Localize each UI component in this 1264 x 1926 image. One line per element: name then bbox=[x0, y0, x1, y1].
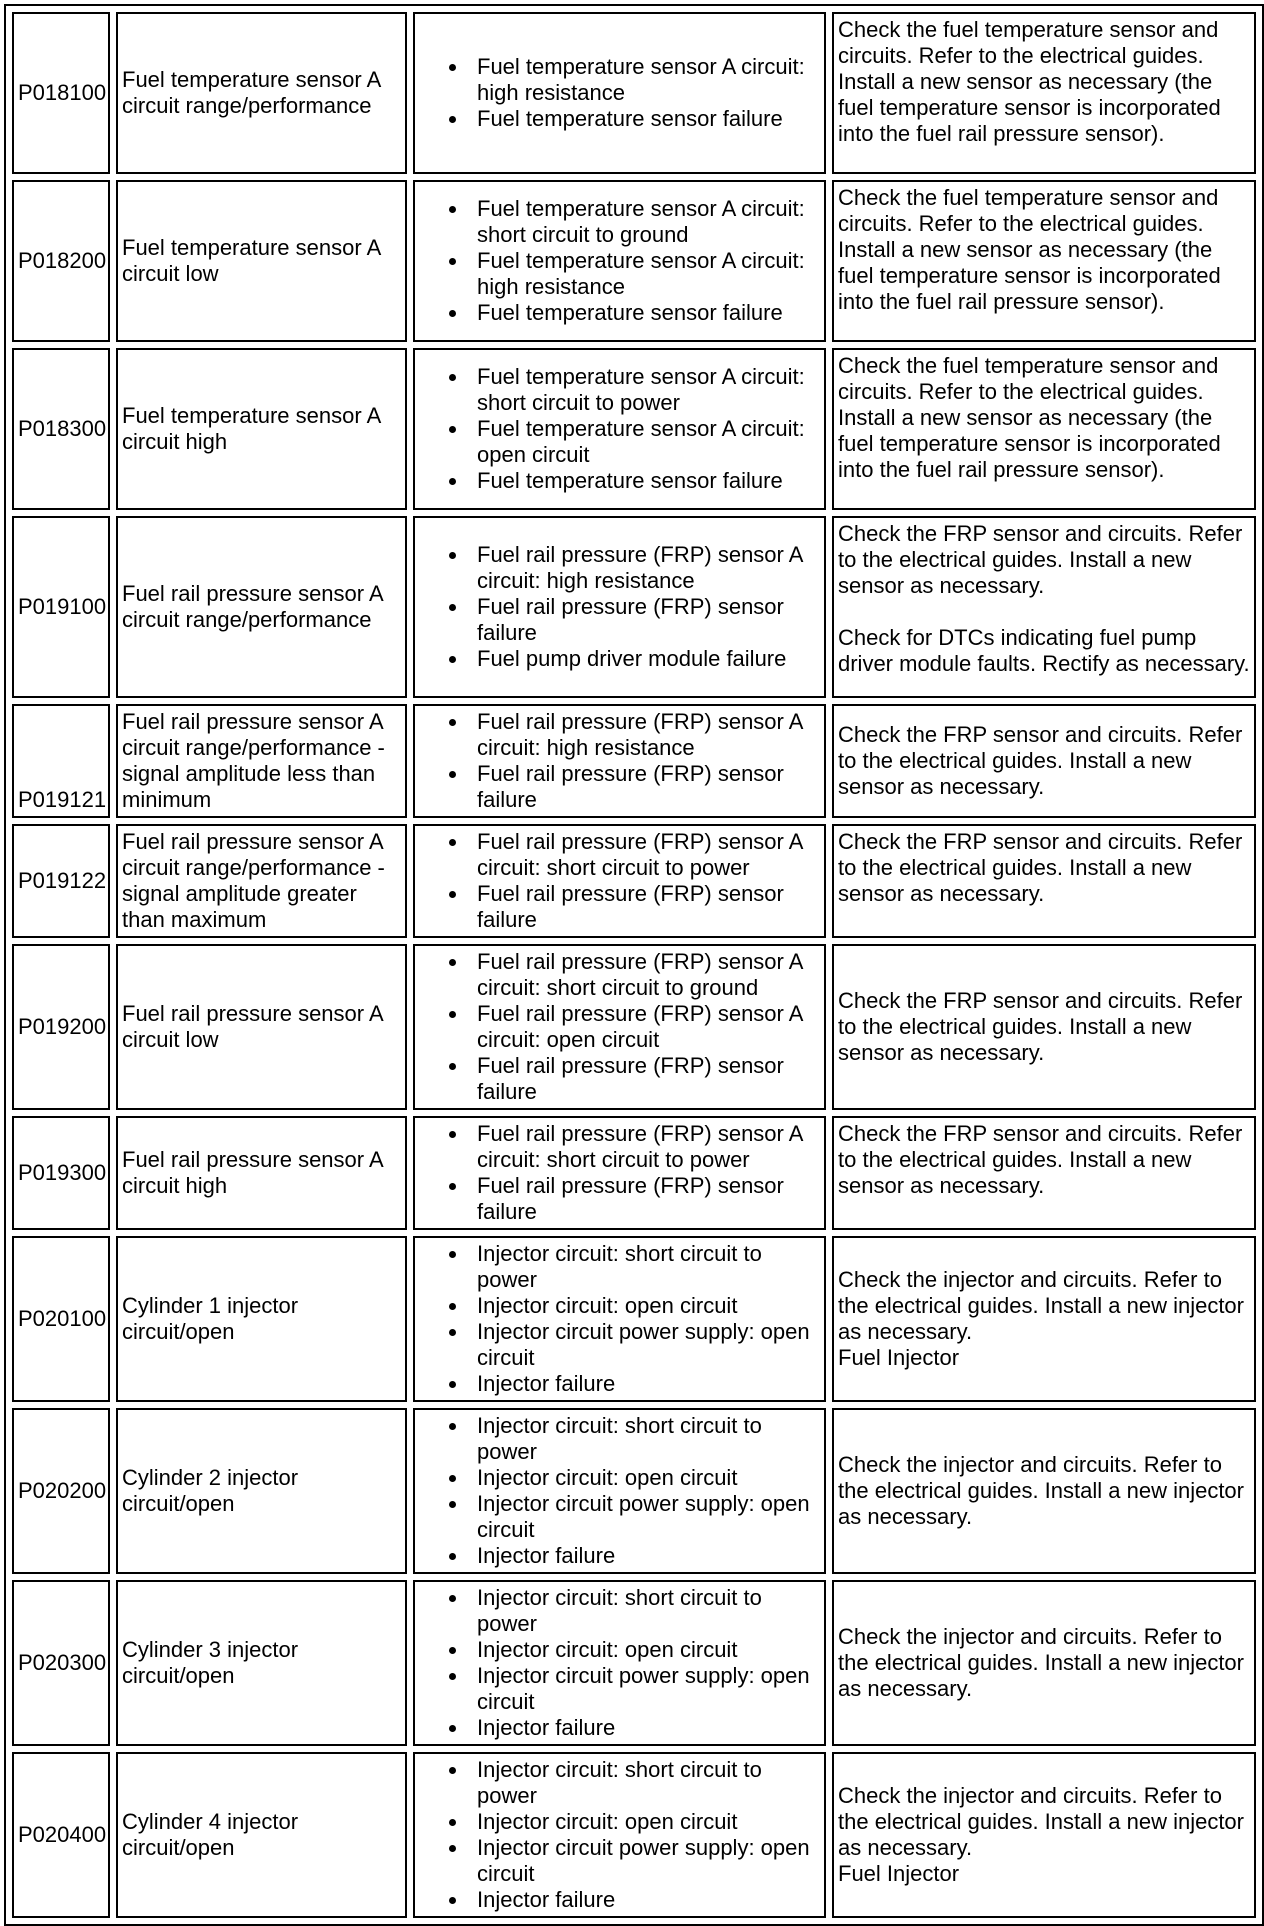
dtc-description: Cylinder 3 injector circuit/open bbox=[116, 1580, 407, 1746]
possible-causes bbox=[413, 348, 826, 510]
cause-item: Injector failure bbox=[477, 1543, 820, 1569]
table-row bbox=[12, 348, 1256, 510]
cause-item: Injector circuit: short circuit to power bbox=[477, 1413, 820, 1465]
action bbox=[832, 824, 1256, 938]
cause-item: Injector failure bbox=[477, 1715, 820, 1741]
action bbox=[832, 1236, 1256, 1402]
cause-item: Injector circuit power supply: open circuit bbox=[477, 1319, 820, 1371]
table-row bbox=[12, 1580, 1256, 1746]
cause-item: Fuel rail pressure (FRP) sensor A circuit: high resistance bbox=[477, 542, 820, 594]
cause-item: Fuel temperature sensor failure bbox=[477, 300, 820, 326]
cause-item: Injector circuit power supply: open circuit bbox=[477, 1491, 820, 1543]
dtc-code: P019100 bbox=[12, 516, 110, 698]
cause-item: Fuel rail pressure (FRP) sensor failure bbox=[477, 761, 820, 813]
cause-item: Injector circuit: short circuit to power bbox=[477, 1241, 820, 1293]
possible-causes bbox=[413, 1236, 826, 1402]
table-row bbox=[12, 516, 1256, 698]
action bbox=[832, 1580, 1256, 1746]
possible-causes bbox=[413, 180, 826, 342]
possible-causes bbox=[413, 516, 826, 698]
dtc-code: P018100 bbox=[12, 12, 110, 174]
action-text: Check the fuel temperature sensor and circuits. Refer to the electrical guides. Install a new sensor as necessary (the fuel temperature sensor is incorporated into the fuel rail pressure sensor). bbox=[838, 353, 1221, 482]
table-row bbox=[12, 704, 1256, 818]
action bbox=[832, 704, 1256, 818]
dtc-code: P020200 bbox=[12, 1408, 110, 1574]
cause-item: Fuel temperature sensor A circuit: high resistance bbox=[477, 54, 820, 106]
dtc-code: P018200 bbox=[12, 180, 110, 342]
cause-item: Injector circuit: short circuit to power bbox=[477, 1757, 820, 1809]
cause-item: Fuel rail pressure (FRP) sensor failure bbox=[477, 594, 820, 646]
dtc-description: Fuel temperature sensor A circuit low bbox=[116, 180, 407, 342]
cause-item: Fuel rail pressure (FRP) sensor A circuit: open circuit bbox=[477, 1001, 820, 1053]
table-row bbox=[12, 824, 1256, 938]
dtc-description: Fuel rail pressure sensor A circuit range/performance - signal amplitude greater than maximum bbox=[116, 824, 407, 938]
action bbox=[832, 1408, 1256, 1574]
dtc-code: P020300 bbox=[12, 1580, 110, 1746]
dtc-code: P019200 bbox=[12, 944, 110, 1110]
cause-item: Fuel temperature sensor failure bbox=[477, 106, 820, 132]
cause-item: Injector circuit power supply: open circuit bbox=[477, 1835, 820, 1887]
cause-item: Fuel pump driver module failure bbox=[477, 646, 820, 672]
cause-item: Fuel temperature sensor A circuit: open circuit bbox=[477, 416, 820, 468]
possible-causes bbox=[413, 1752, 826, 1918]
possible-causes bbox=[413, 12, 826, 174]
table-row bbox=[12, 1116, 1256, 1230]
action-text: Check the fuel temperature sensor and circuits. Refer to the electrical guides. Install a new sensor as necessary (the fuel temperature sensor is incorporated into the fuel rail pressure sensor). bbox=[838, 185, 1221, 314]
cause-item: Injector circuit: open circuit bbox=[477, 1637, 820, 1663]
cause-item: Fuel rail pressure (FRP) sensor failure bbox=[477, 881, 820, 933]
dtc-description: Cylinder 2 injector circuit/open bbox=[116, 1408, 407, 1574]
action-note: Fuel Injector bbox=[838, 1861, 960, 1886]
cause-item: Fuel rail pressure (FRP) sensor A circuit: short circuit to power bbox=[477, 829, 820, 881]
table-row bbox=[12, 944, 1256, 1110]
table-row bbox=[12, 1752, 1256, 1918]
cause-item: Fuel rail pressure (FRP) sensor failure bbox=[477, 1173, 820, 1225]
cause-item: Injector circuit: short circuit to power bbox=[477, 1585, 820, 1637]
action bbox=[832, 348, 1256, 510]
possible-causes bbox=[413, 1116, 826, 1230]
cause-item: Injector circuit: open circuit bbox=[477, 1809, 820, 1835]
action-text: Check the FRP sensor and circuits. Refer to the electrical guides. Install a new sensor as necessary. bbox=[838, 988, 1243, 1065]
action-text: Check the injector and circuits. Refer to the electrical guides. Install a new injector as necessary. bbox=[838, 1267, 1244, 1344]
dtc-code: P019122 bbox=[12, 824, 110, 938]
action-text: Check the fuel temperature sensor and circuits. Refer to the electrical guides. Install a new sensor as necessary (the fuel temperature sensor is incorporated into the fuel rail pressure sensor). bbox=[838, 17, 1221, 146]
dtc-description: Fuel rail pressure sensor A circuit low bbox=[116, 944, 407, 1110]
action bbox=[832, 1116, 1256, 1230]
action-text: Check the FRP sensor and circuits. Refer to the electrical guides. Install a new sensor as necessary. bbox=[838, 722, 1243, 799]
action-text: Check the FRP sensor and circuits. Refer to the electrical guides. Install a new sensor as necessary. bbox=[838, 829, 1243, 906]
dtc-description: Cylinder 1 injector circuit/open bbox=[116, 1236, 407, 1402]
cause-item: Injector circuit power supply: open circuit bbox=[477, 1663, 820, 1715]
cause-item: Fuel rail pressure (FRP) sensor A circuit: short circuit to ground bbox=[477, 949, 820, 1001]
action-note: Fuel Injector bbox=[838, 1345, 960, 1370]
table-row bbox=[12, 12, 1256, 174]
table-row bbox=[12, 1408, 1256, 1574]
dtc-description: Fuel rail pressure sensor A circuit high bbox=[116, 1116, 407, 1230]
dtc-code: P019300 bbox=[12, 1116, 110, 1230]
cause-item: Fuel temperature sensor A circuit: short circuit to ground bbox=[477, 196, 820, 248]
dtc-description: Fuel temperature sensor A circuit range/performance bbox=[116, 12, 407, 174]
cause-item: Fuel rail pressure (FRP) sensor A circuit: short circuit to power bbox=[477, 1121, 820, 1173]
action bbox=[832, 516, 1256, 698]
dtc-page bbox=[4, 4, 1260, 1926]
dtc-description: Fuel rail pressure sensor A circuit range/performance bbox=[116, 516, 407, 698]
cause-item: Fuel temperature sensor A circuit: high resistance bbox=[477, 248, 820, 300]
cause-item: Injector failure bbox=[477, 1371, 820, 1397]
action-text: Check the FRP sensor and circuits. Refer to the electrical guides. Install a new sensor as necessary. bbox=[838, 521, 1243, 598]
dtc-description: Fuel rail pressure sensor A circuit range/performance - signal amplitude less than minimum bbox=[116, 704, 407, 818]
action-text: Check the injector and circuits. Refer to the electrical guides. Install a new injector as necessary. bbox=[838, 1783, 1244, 1860]
table-row bbox=[12, 180, 1256, 342]
cause-item: Injector circuit: open circuit bbox=[477, 1293, 820, 1319]
table-row bbox=[12, 1236, 1256, 1402]
possible-causes bbox=[413, 1408, 826, 1574]
possible-causes bbox=[413, 944, 826, 1110]
dtc-table bbox=[4, 4, 1264, 1926]
dtc-code: P020100 bbox=[12, 1236, 110, 1402]
cause-item: Injector circuit: open circuit bbox=[477, 1465, 820, 1491]
action-text: Check the injector and circuits. Refer to the electrical guides. Install a new injector as necessary. bbox=[838, 1452, 1244, 1529]
dtc-code: P020400 bbox=[12, 1752, 110, 1918]
dtc-code: P018300 bbox=[12, 348, 110, 510]
action bbox=[832, 944, 1256, 1110]
dtc-description: Fuel temperature sensor A circuit high bbox=[116, 348, 407, 510]
cause-item: Fuel rail pressure (FRP) sensor A circuit: high resistance bbox=[477, 709, 820, 761]
cause-item: Fuel temperature sensor A circuit: short circuit to power bbox=[477, 364, 820, 416]
action bbox=[832, 12, 1256, 174]
action-text: Check for DTCs indicating fuel pump driver module faults. Rectify as necessary. bbox=[838, 625, 1250, 676]
action bbox=[832, 180, 1256, 342]
action-text: Check the injector and circuits. Refer to the electrical guides. Install a new injector as necessary. bbox=[838, 1624, 1244, 1701]
possible-causes bbox=[413, 1580, 826, 1746]
possible-causes bbox=[413, 704, 826, 818]
cause-item: Fuel temperature sensor failure bbox=[477, 468, 820, 494]
possible-causes bbox=[413, 824, 826, 938]
dtc-description: Cylinder 4 injector circuit/open bbox=[116, 1752, 407, 1918]
cause-item: Fuel rail pressure (FRP) sensor failure bbox=[477, 1053, 820, 1105]
cause-item: Injector failure bbox=[477, 1887, 820, 1913]
action-text: Check the FRP sensor and circuits. Refer to the electrical guides. Install a new sensor as necessary. bbox=[838, 1121, 1243, 1198]
dtc-code: P019121 bbox=[12, 704, 110, 818]
action bbox=[832, 1752, 1256, 1918]
